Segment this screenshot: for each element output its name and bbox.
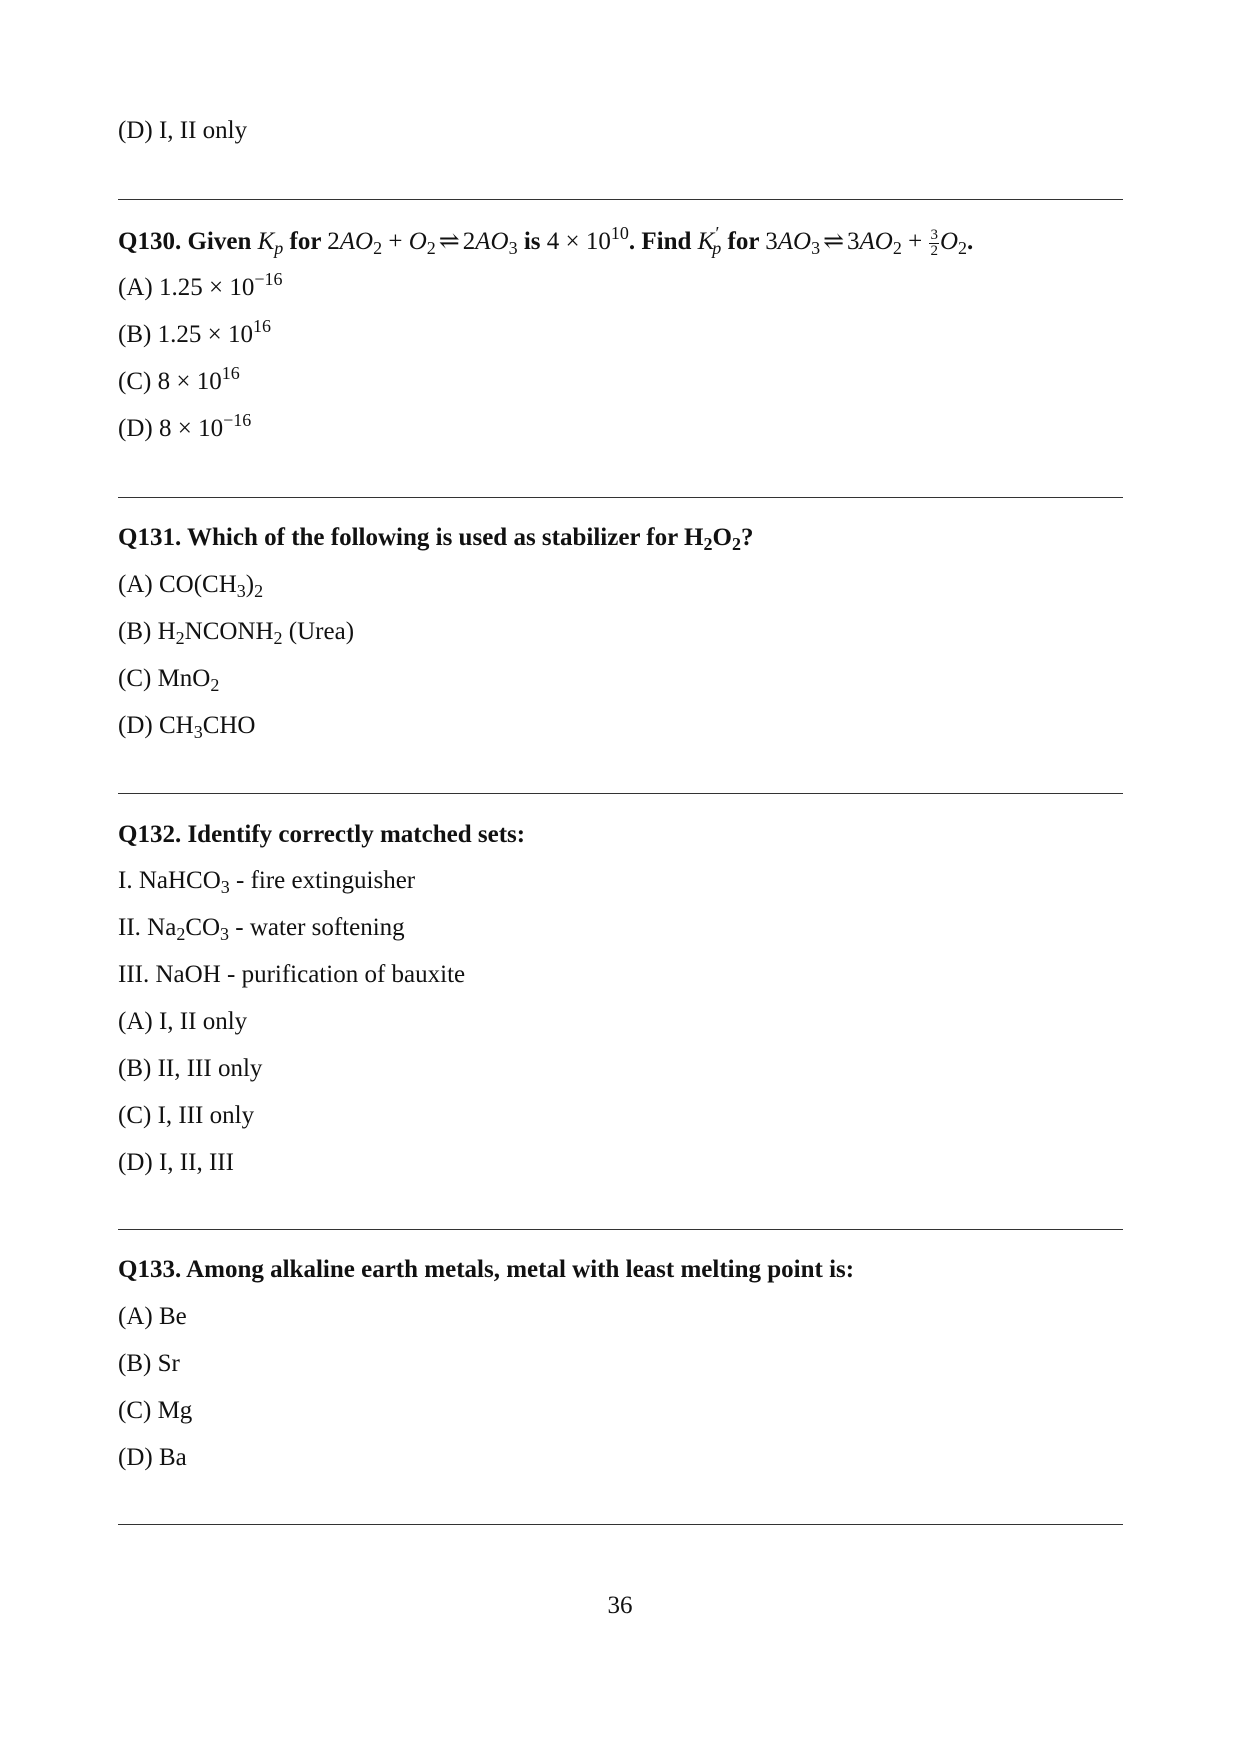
option-132-d: (D) I, II, III bbox=[118, 1149, 234, 1176]
divider bbox=[118, 793, 1123, 794]
option-130-d: (D) $8 \times 10^{-16}$ bbox=[118, 410, 252, 442]
question-word: for bbox=[289, 228, 322, 255]
option-130-b: (B) $1.25 \times 10^{16}$ bbox=[118, 316, 271, 348]
divider bbox=[118, 497, 1123, 498]
divider bbox=[118, 1229, 1123, 1230]
option-131-a: (A) $CO(CH_3)_2$ bbox=[118, 571, 264, 602]
question-label: Q130. bbox=[118, 228, 182, 255]
divider bbox=[118, 199, 1123, 200]
math-reaction-reverse: $3AO_3$ ⇌ $3AO_2$ + $\frac{3}{2}$ $O_2$ bbox=[765, 226, 968, 259]
question-133 bbox=[118, 1255, 854, 1285]
page-number: 36 bbox=[607, 1592, 633, 1619]
option-132-b: (B) II, III only bbox=[118, 1055, 263, 1082]
math-reaction-forward: $2AO_2 + O_2$ ⇌ $2AO_3$ bbox=[327, 228, 518, 259]
question-130: Q130. Given $K_p$ for $2AO_2 + O_2$ ⇌ $2AO_3$ is $4 \times 10^{10}$. Find $K'_p$ for $3AO_3$ ⇌ $3AO_2$ + $\frac{3}{2}$ $O_2$. bbox=[118, 223, 974, 259]
option-130-a: (A) $1.25 \times 10^{-16}$ bbox=[118, 269, 283, 301]
option-132-a: (A) I, II only bbox=[118, 1008, 248, 1035]
option-133-b: (B) Sr bbox=[118, 1350, 180, 1377]
option-131-b: (B) $H_2NCONH_2$ (Urea) bbox=[118, 618, 355, 649]
option-131-c: (C) MnO$_2$ bbox=[118, 665, 220, 696]
math-kp-value: $4 \times 10^{10}$ bbox=[546, 223, 629, 255]
question-text: Which of the following is used as stabilizer for bbox=[187, 524, 678, 551]
statement-132-iii: III. NaOH - purification of bauxite bbox=[118, 961, 466, 988]
option-132-c: (C) I, III only bbox=[118, 1102, 255, 1129]
divider bbox=[118, 1524, 1123, 1525]
statement-132-i: I. NaHCO$_3$ - fire extinguisher bbox=[118, 867, 416, 898]
question-text: Among alkaline earth metals, metal with least melting point is: bbox=[186, 1256, 855, 1283]
question-131: Q131. Which of the following is used as stabilizer for $H_2O_2$? bbox=[118, 524, 754, 555]
statement-132-ii: II. $Na_2CO_3$ - water softening bbox=[118, 914, 405, 945]
option-133-d: (D) Ba bbox=[118, 1444, 187, 1471]
question-word: for bbox=[727, 228, 759, 255]
question-label: Q133. bbox=[118, 1256, 182, 1283]
fraction-three-halves: $\frac{3}{2}$ bbox=[930, 226, 938, 259]
question-word: Given bbox=[187, 228, 252, 255]
formula-h2o2: $H_2O_2$ bbox=[684, 524, 741, 555]
option-130-c: (C) $8 \times 10^{16}$ bbox=[118, 363, 240, 395]
math-kp: $K_p$ bbox=[257, 228, 284, 259]
prev-question-option: (D) I, II only bbox=[118, 117, 248, 144]
math-kp-prime: $K'_p$ bbox=[697, 223, 722, 259]
option-131-d: (D) $CH_3CHO$ bbox=[118, 712, 256, 743]
option-133-a: (A) Be bbox=[118, 1303, 187, 1330]
question-label: Q132. bbox=[118, 821, 182, 848]
option-133-c: (C) Mg bbox=[118, 1397, 193, 1424]
question-label: Q131. bbox=[118, 524, 182, 551]
question-132 bbox=[118, 820, 525, 850]
question-word: Find bbox=[641, 228, 692, 255]
question-text: Identify correctly matched sets: bbox=[187, 821, 526, 848]
question-word: is bbox=[523, 228, 541, 255]
